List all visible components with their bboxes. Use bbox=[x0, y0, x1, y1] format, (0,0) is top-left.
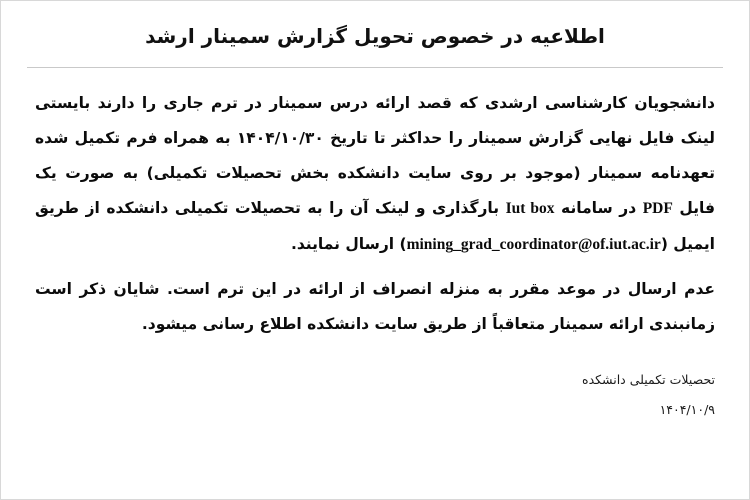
signature-line: تحصیلات تکمیلی دانشکده bbox=[582, 372, 715, 388]
text-run: در سامانه bbox=[554, 198, 643, 217]
notice-paragraph-2 bbox=[35, 272, 715, 342]
text-run: عدم ارسال در موعد مقرر به منزله انصراف از ارائه در این ترم است. شایان ذکر است زمانبندی ارائه سمینار متعاقباً از طریق سایت دانشکده اطلاع رسانی میشود. bbox=[35, 280, 715, 334]
notice-paragraph-1 bbox=[35, 86, 715, 262]
text-run: دانشجویان کارشناسی ارشدی که قصد ارائه درس سمینار در ترم جاری را دارند بایستی لینک فایل نهایی گزارش سمینار را حداکثر تا تاریخ ۱۴۰۴/۱۰/۳۰ به همراه فرم تکمیل شده تعهدنامه سمینار (موجود بر روی سایت دانشکده بخش تحصیلات تکمیلی) به صورت یک فایل bbox=[35, 94, 716, 217]
latin-run: mining_grad_coordinator@of.iut.ac.ir bbox=[406, 235, 661, 253]
title-divider bbox=[27, 67, 723, 68]
page-title: اطلاعیه در خصوص تحویل گزارش سمینار ارشد bbox=[145, 24, 605, 48]
text-run: ) ارسال نمایند. bbox=[290, 234, 407, 253]
text-run: بارگذاری و لینک آن را به تحصیلات تکمیلی دانشکده از طریق ایمیل ( bbox=[35, 198, 715, 253]
latin-run: PDF bbox=[642, 199, 673, 217]
notice-body bbox=[35, 86, 715, 342]
latin-run: Iut box bbox=[505, 199, 555, 217]
signature-date: ۱۴۰۴/۱۰/۹ bbox=[659, 401, 715, 417]
